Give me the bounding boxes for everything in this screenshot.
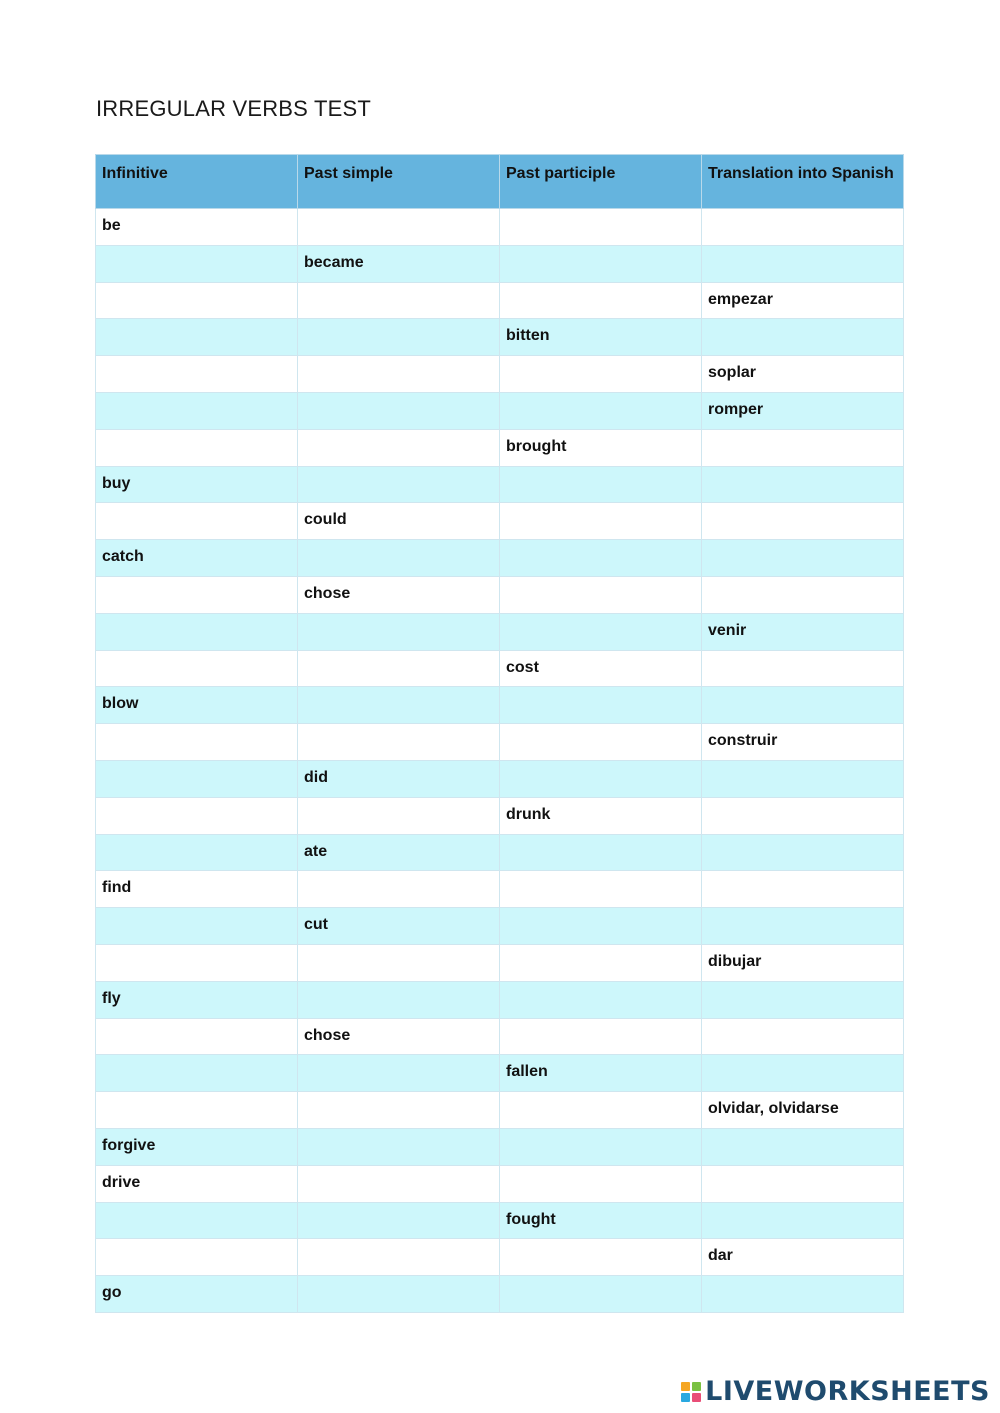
cell-translation[interactable]: soplar <box>702 356 904 393</box>
cell-infinitive[interactable] <box>96 797 298 834</box>
table-row <box>96 981 904 1018</box>
logo-text: LIVEWORKSHEETS <box>705 1376 990 1407</box>
cell-translation[interactable]: construir <box>702 724 904 761</box>
cell-past-simple[interactable] <box>298 540 500 577</box>
cell-translation[interactable] <box>702 466 904 503</box>
cell-translation[interactable] <box>702 319 904 356</box>
cell-translation[interactable]: empezar <box>702 282 904 319</box>
cell-infinitive[interactable] <box>96 944 298 981</box>
cell-infinitive[interactable]: find <box>96 871 298 908</box>
cell-translation[interactable] <box>702 871 904 908</box>
cell-infinitive[interactable]: drive <box>96 1165 298 1202</box>
cell-past-simple[interactable] <box>298 724 500 761</box>
logo-square-1 <box>681 1382 690 1391</box>
table-row <box>96 613 904 650</box>
cell-past-participle[interactable] <box>500 540 702 577</box>
cell-past-participle[interactable] <box>500 687 702 724</box>
table-row <box>96 1165 904 1202</box>
table-row <box>96 1092 904 1129</box>
table-row <box>96 392 904 429</box>
cell-infinitive[interactable] <box>96 724 298 761</box>
table-row <box>96 429 904 466</box>
cell-past-participle[interactable] <box>500 466 702 503</box>
cell-past-participle[interactable]: bitten <box>500 319 702 356</box>
cell-past-participle[interactable]: drunk <box>500 797 702 834</box>
cell-past-simple[interactable] <box>298 944 500 981</box>
table-row <box>96 908 904 945</box>
cell-infinitive[interactable] <box>96 1239 298 1276</box>
table-row <box>96 576 904 613</box>
table-row <box>96 1018 904 1055</box>
table-row <box>96 1128 904 1165</box>
table-row <box>96 650 904 687</box>
cell-infinitive[interactable] <box>96 282 298 319</box>
cell-translation[interactable] <box>702 576 904 613</box>
cell-past-participle[interactable] <box>500 981 702 1018</box>
cell-translation[interactable] <box>702 1055 904 1092</box>
cell-infinitive[interactable] <box>96 319 298 356</box>
cell-past-participle[interactable]: cost <box>500 650 702 687</box>
logo-square-4 <box>692 1393 701 1402</box>
logo-square-2 <box>692 1382 701 1391</box>
header-translation: Translation into Spanish <box>702 155 904 209</box>
cell-past-participle[interactable] <box>500 834 702 871</box>
liveworksheets-logo <box>681 1376 990 1407</box>
cell-past-participle[interactable]: fought <box>500 1202 702 1239</box>
table-row <box>96 245 904 282</box>
table-row <box>96 1239 904 1276</box>
cell-infinitive[interactable]: be <box>96 209 298 246</box>
cell-infinitive[interactable]: fly <box>96 981 298 1018</box>
cell-translation[interactable] <box>702 760 904 797</box>
cell-past-participle[interactable] <box>500 245 702 282</box>
table-row <box>96 282 904 319</box>
cell-infinitive[interactable] <box>96 392 298 429</box>
cell-infinitive[interactable] <box>96 429 298 466</box>
cell-translation[interactable] <box>702 908 904 945</box>
cell-past-simple[interactable] <box>298 1202 500 1239</box>
cell-past-simple[interactable]: chose <box>298 576 500 613</box>
cell-translation[interactable] <box>702 1202 904 1239</box>
cell-past-simple[interactable] <box>298 319 500 356</box>
cell-infinitive[interactable] <box>96 1055 298 1092</box>
cell-past-participle[interactable] <box>500 392 702 429</box>
cell-past-simple[interactable] <box>298 356 500 393</box>
cell-infinitive[interactable]: catch <box>96 540 298 577</box>
cell-infinitive[interactable] <box>96 503 298 540</box>
cell-infinitive[interactable] <box>96 1202 298 1239</box>
cell-past-participle[interactable]: fallen <box>500 1055 702 1092</box>
cell-past-simple[interactable]: ate <box>298 834 500 871</box>
cell-past-simple[interactable] <box>298 687 500 724</box>
cell-translation[interactable] <box>702 1276 904 1313</box>
cell-translation[interactable]: olvidar, olvidarse <box>702 1092 904 1129</box>
cell-translation[interactable] <box>702 1018 904 1055</box>
cell-past-simple[interactable] <box>298 1165 500 1202</box>
table-header <box>96 155 904 209</box>
table-row <box>96 834 904 871</box>
cell-infinitive[interactable]: forgive <box>96 1128 298 1165</box>
cell-past-simple[interactable] <box>298 1055 500 1092</box>
header-infinitive: Infinitive <box>96 155 298 209</box>
cell-infinitive[interactable]: blow <box>96 687 298 724</box>
table-row <box>96 466 904 503</box>
table-row <box>96 687 904 724</box>
cell-infinitive[interactable] <box>96 613 298 650</box>
cell-past-participle[interactable] <box>500 944 702 981</box>
cell-past-simple[interactable]: could <box>298 503 500 540</box>
cell-past-participle[interactable] <box>500 760 702 797</box>
cell-infinitive[interactable] <box>96 834 298 871</box>
cell-past-simple[interactable] <box>298 282 500 319</box>
table-row <box>96 1055 904 1092</box>
cell-past-participle[interactable] <box>500 1092 702 1129</box>
cell-past-simple[interactable]: cut <box>298 908 500 945</box>
table-row <box>96 1202 904 1239</box>
cell-past-participle[interactable] <box>500 282 702 319</box>
table-row <box>96 356 904 393</box>
cell-past-participle[interactable] <box>500 871 702 908</box>
table-body <box>96 209 904 1313</box>
cell-past-participle[interactable] <box>500 1165 702 1202</box>
cell-translation[interactable] <box>702 981 904 1018</box>
cell-translation[interactable]: venir <box>702 613 904 650</box>
cell-translation[interactable]: dibujar <box>702 944 904 981</box>
cell-translation[interactable] <box>702 834 904 871</box>
cell-past-simple[interactable] <box>298 613 500 650</box>
cell-translation[interactable] <box>702 503 904 540</box>
cell-translation[interactable] <box>702 209 904 246</box>
cell-translation[interactable] <box>702 1128 904 1165</box>
cell-past-simple[interactable]: became <box>298 245 500 282</box>
cell-past-participle[interactable] <box>500 613 702 650</box>
cell-infinitive[interactable] <box>96 1018 298 1055</box>
cell-past-participle[interactable] <box>500 908 702 945</box>
cell-past-participle[interactable] <box>500 1276 702 1313</box>
table-row <box>96 724 904 761</box>
document-title: IRREGULAR VERBS TEST <box>96 96 371 121</box>
cell-past-simple[interactable] <box>298 981 500 1018</box>
cell-translation[interactable] <box>702 687 904 724</box>
cell-past-participle[interactable] <box>500 1128 702 1165</box>
cell-translation[interactable]: romper <box>702 392 904 429</box>
irregular-verbs-table <box>95 154 904 1313</box>
liveworksheets-logo-icon <box>681 1382 701 1402</box>
cell-infinitive[interactable] <box>96 1092 298 1129</box>
cell-past-participle[interactable] <box>500 209 702 246</box>
cell-past-simple[interactable] <box>298 466 500 503</box>
table-row <box>96 319 904 356</box>
cell-past-participle[interactable] <box>500 724 702 761</box>
table-row <box>96 944 904 981</box>
header-row <box>96 155 904 209</box>
cell-past-simple[interactable] <box>298 1239 500 1276</box>
logo-square-3 <box>681 1393 690 1402</box>
cell-translation[interactable] <box>702 797 904 834</box>
cell-infinitive[interactable] <box>96 650 298 687</box>
table-row <box>96 540 904 577</box>
cell-past-participle[interactable] <box>500 1018 702 1055</box>
cell-past-participle[interactable] <box>500 1239 702 1276</box>
table-row <box>96 1276 904 1313</box>
table-row <box>96 797 904 834</box>
cell-infinitive[interactable] <box>96 356 298 393</box>
cell-past-simple[interactable]: chose <box>298 1018 500 1055</box>
cell-past-simple[interactable]: did <box>298 760 500 797</box>
cell-past-simple[interactable] <box>298 1276 500 1313</box>
cell-translation[interactable]: dar <box>702 1239 904 1276</box>
header-past-participle: Past participle <box>500 155 702 209</box>
cell-translation[interactable] <box>702 650 904 687</box>
cell-past-simple[interactable] <box>298 1128 500 1165</box>
cell-infinitive[interactable]: go <box>96 1276 298 1313</box>
cell-past-simple[interactable] <box>298 392 500 429</box>
cell-past-participle[interactable] <box>500 576 702 613</box>
cell-past-participle[interactable]: brought <box>500 429 702 466</box>
table-row <box>96 503 904 540</box>
header-past-simple: Past simple <box>298 155 500 209</box>
cell-infinitive[interactable]: buy <box>96 466 298 503</box>
cell-infinitive[interactable] <box>96 576 298 613</box>
cell-past-participle[interactable] <box>500 356 702 393</box>
cell-past-simple[interactable] <box>298 871 500 908</box>
cell-past-simple[interactable] <box>298 429 500 466</box>
table-row <box>96 871 904 908</box>
cell-infinitive[interactable] <box>96 245 298 282</box>
cell-past-simple[interactable] <box>298 650 500 687</box>
cell-past-simple[interactable] <box>298 209 500 246</box>
cell-past-simple[interactable] <box>298 797 500 834</box>
cell-translation[interactable] <box>702 1165 904 1202</box>
cell-past-participle[interactable] <box>500 503 702 540</box>
table-row <box>96 760 904 797</box>
cell-infinitive[interactable] <box>96 908 298 945</box>
cell-infinitive[interactable] <box>96 760 298 797</box>
cell-translation[interactable] <box>702 540 904 577</box>
cell-translation[interactable] <box>702 245 904 282</box>
table-row <box>96 209 904 246</box>
cell-past-simple[interactable] <box>298 1092 500 1129</box>
cell-translation[interactable] <box>702 429 904 466</box>
